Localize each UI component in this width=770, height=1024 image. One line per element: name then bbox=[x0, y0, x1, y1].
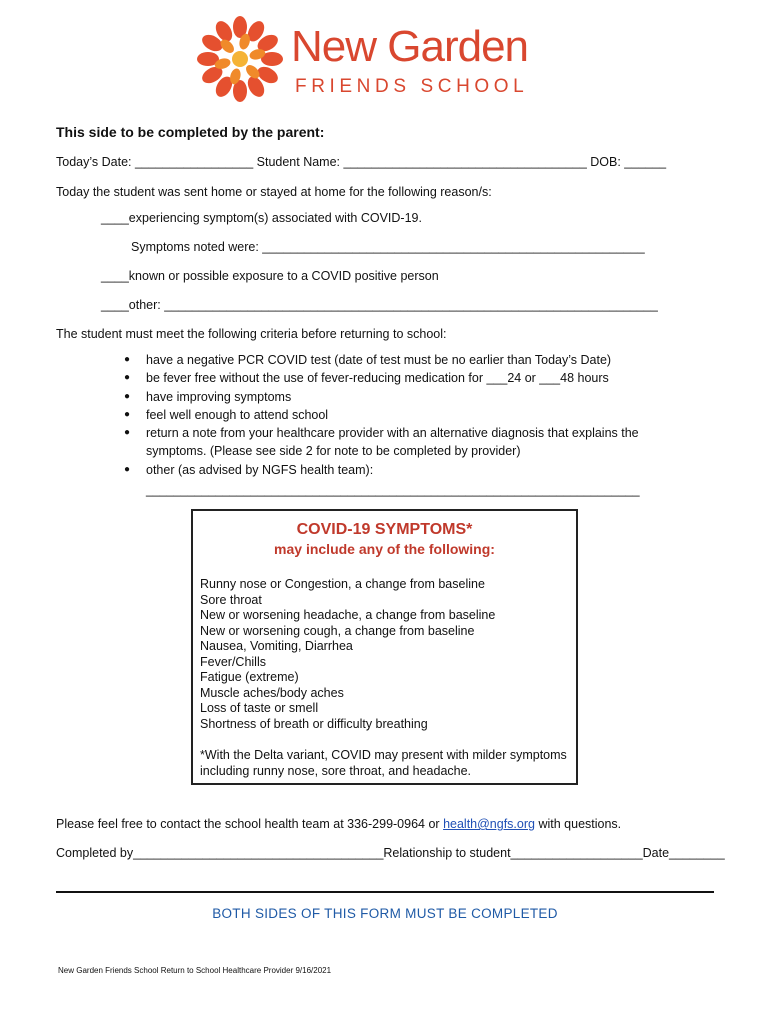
school-subtitle: FRIENDS SCHOOL bbox=[295, 76, 529, 97]
reason-exposure-option[interactable]: ____known or possible exposure to a COVID positive person bbox=[101, 269, 439, 283]
list-item: Fatigue (extreme) bbox=[200, 670, 299, 684]
date-name-dob-line[interactable]: Today’s Date: _________________ Student Name: ___________________________________ DOB: ______ bbox=[56, 155, 667, 169]
criteria-other-line[interactable]: _______________________________________________________________________ bbox=[146, 483, 640, 497]
list-item: ● be fever free without the use of fever-reducing medication for ___24 or ___48 hours bbox=[124, 369, 664, 387]
reason-other-option[interactable]: ____other: _______________________________________________________________________ bbox=[101, 298, 658, 312]
footer-text: New Garden Friends School Return to School Healthcare Provider 9/16/2021 bbox=[58, 966, 332, 975]
list-item: ● have improving symptoms bbox=[124, 388, 664, 406]
flower-logo-icon bbox=[195, 14, 285, 104]
symptoms-box bbox=[191, 509, 578, 785]
symptoms-box-subtitle: may include any of the following: bbox=[274, 541, 495, 557]
delta-variant-note: *With the Delta variant, COVID may present with milder symptoms including runny nose, sore throat, and headache. bbox=[200, 748, 567, 778]
completed-by-line[interactable]: Completed by____________________________________Relationship to student___________________Date________ bbox=[56, 846, 725, 860]
school-name: New Garden bbox=[291, 22, 529, 71]
list-item: ● other (as advised by NGFS health team): bbox=[124, 461, 664, 479]
symptoms-box-title: COVID-19 SYMPTOMS* bbox=[296, 521, 473, 538]
criteria-list bbox=[124, 351, 664, 479]
contact-text-end: with questions. bbox=[534, 817, 622, 831]
list-item: Runny nose or Congestion, a change from baseline bbox=[200, 577, 485, 591]
school-logo bbox=[195, 14, 585, 104]
divider bbox=[56, 891, 714, 893]
list-item: ● return a note from your healthcare provider with an alternative diagnosis that explains the symptoms. (Please see side 2 for note to be completed by provider) bbox=[124, 424, 664, 461]
both-sides-banner: BOTH SIDES OF THIS FORM MUST BE COMPLETED bbox=[212, 906, 558, 921]
section-heading: This side to be completed by the parent: bbox=[56, 124, 325, 140]
list-item: Shortness of breath or difficulty breathing bbox=[200, 716, 428, 731]
symptoms-list bbox=[200, 577, 495, 732]
list-item: Nausea, Vomiting, Diarrhea bbox=[200, 639, 353, 653]
health-email-link[interactable]: health@ngfs.org bbox=[443, 817, 535, 831]
contact-text: Please feel free to contact the school health team at 336-299-0964 or bbox=[56, 817, 444, 831]
reason-symptoms-option[interactable]: ____experiencing symptom(s) associated with COVID-19. bbox=[101, 211, 422, 225]
list-item: ● have a negative PCR COVID test (date of test must be no earlier than Today’s Date) bbox=[124, 351, 664, 369]
list-item: ● feel well enough to attend school bbox=[124, 406, 664, 424]
list-item: Loss of taste or smell bbox=[200, 701, 319, 715]
list-item: Muscle aches/body aches bbox=[200, 685, 344, 700]
list-item: Sore throat bbox=[200, 592, 262, 607]
contact-line bbox=[56, 817, 621, 831]
criteria-intro: The student must meet the following criteria before returning to school: bbox=[56, 327, 447, 341]
symptoms-noted-line[interactable]: Symptoms noted were: _______________________________________________________ bbox=[131, 240, 645, 254]
list-item: Fever/Chills bbox=[200, 654, 266, 669]
list-item: New or worsening headache, a change from baseline bbox=[200, 608, 496, 622]
reason-intro: Today the student was sent home or stayed at home for the following reason/s: bbox=[56, 185, 492, 199]
list-item: New or worsening cough, a change from baseline bbox=[200, 623, 475, 638]
